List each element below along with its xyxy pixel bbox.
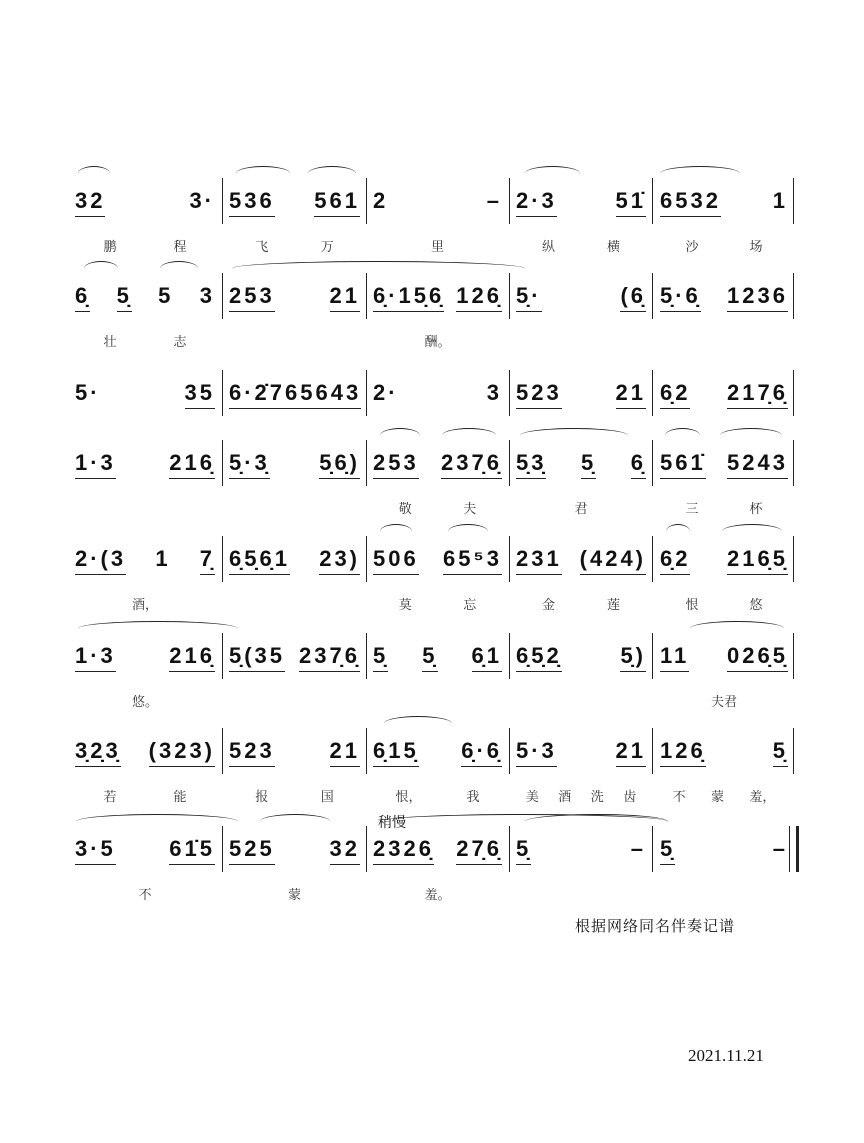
lyric: 志 (173, 335, 187, 350)
note-group: 5̣3̣ (516, 450, 546, 479)
transcription-credit: 根据网络同名伴奏记谱 (575, 917, 736, 935)
note-group: 217̣6̣ (727, 380, 788, 409)
barline (366, 178, 367, 224)
barline (222, 536, 223, 582)
barline (222, 826, 223, 872)
note-group: 126̣ (660, 738, 706, 767)
note-group: 11 (660, 643, 689, 672)
measure (373, 542, 502, 578)
lyric: 恨， (395, 790, 422, 805)
lyric-line (229, 331, 360, 353)
measure (516, 376, 646, 412)
note-group: 21 (616, 380, 646, 409)
slur (520, 428, 628, 443)
barline (366, 370, 367, 416)
slur (236, 166, 290, 181)
measure (516, 184, 646, 220)
slur (308, 166, 356, 181)
measure (229, 832, 360, 868)
measure (660, 279, 788, 315)
note-group: 523 (229, 738, 275, 767)
measure (229, 542, 360, 578)
measure (373, 279, 502, 315)
lyric-line (75, 331, 215, 353)
lyric: 万 (320, 240, 334, 255)
note-group: 523 (516, 380, 562, 409)
note-group: 216̣5̣ (727, 546, 788, 575)
lyric: 敬 (398, 502, 412, 517)
slur (666, 524, 690, 539)
note-group: 35 (185, 380, 215, 409)
lyric-line (229, 691, 360, 713)
score-row (0, 728, 864, 808)
barline (366, 826, 367, 872)
slur (448, 524, 488, 539)
slur (78, 166, 110, 181)
note-group: 536 (229, 188, 275, 217)
lyric: 美 (525, 790, 539, 805)
note-group: 216̣ (169, 450, 215, 479)
note-group: 7̣ (200, 546, 215, 575)
lyric: 鹏 (103, 240, 117, 255)
note-group: 5643 (300, 380, 361, 409)
measure (516, 639, 646, 675)
lyric: 我 (466, 790, 480, 805)
lyric: 莫 (398, 598, 412, 613)
note-group: 6̣·15̣6̣ (373, 283, 444, 312)
measure (229, 184, 360, 220)
lyric-line (229, 884, 360, 906)
note-group: 5 (158, 283, 174, 308)
note-group: 23) (319, 546, 360, 575)
lyric-line (75, 236, 215, 258)
note-group: 216̣ (169, 643, 215, 672)
lyric: 夫 (463, 502, 477, 517)
barline (366, 633, 367, 679)
note-group: 1 (772, 188, 788, 213)
lyric-line (75, 498, 215, 520)
note-group: 27̣6̣ (456, 836, 502, 865)
lyric: 羞， (749, 790, 776, 805)
lyric: 沙 (685, 240, 699, 255)
slur (525, 814, 668, 829)
note-group: 32 (330, 836, 360, 865)
lyric-line (373, 594, 502, 616)
note-group: 6̣·6̣ (461, 738, 502, 767)
note-group: (424) (580, 546, 646, 575)
measure (373, 832, 502, 868)
note-group: 6̣1 (472, 643, 502, 672)
note-group: 561̇ (660, 450, 706, 479)
barline (509, 826, 510, 872)
lyric: 程 (173, 240, 187, 255)
lyric-line (75, 884, 215, 906)
measure (373, 446, 502, 482)
barline (652, 536, 653, 582)
lyric: 场 (749, 240, 763, 255)
lyric: 横 (606, 240, 620, 255)
lyric-line (516, 498, 646, 520)
note-group: 6̣ (75, 283, 90, 312)
slur (160, 261, 198, 276)
barline (222, 633, 223, 679)
measure (373, 184, 502, 220)
note-group: 237̣6̣ (441, 450, 502, 479)
lyric-line (373, 331, 502, 353)
lyric-line (660, 594, 788, 616)
lyric-line (660, 331, 788, 353)
lyric: 纵 (541, 240, 555, 255)
note-group: 231 (516, 546, 562, 575)
lyric-line (516, 884, 646, 906)
barline (793, 633, 794, 679)
barline (652, 273, 653, 319)
measure (75, 376, 215, 412)
lyric-line (373, 884, 502, 906)
slur (384, 716, 452, 731)
measure (229, 376, 360, 412)
note-group: 3·5 (75, 836, 116, 865)
slur (84, 261, 118, 276)
note-group: 21 (330, 283, 360, 312)
barline (509, 440, 510, 486)
lyric: 三 (685, 502, 699, 517)
slur (380, 428, 420, 443)
note-group: 5· (75, 380, 101, 405)
lyric: 蒙 (287, 888, 301, 903)
note-group: 5̣) (620, 643, 646, 672)
measure (75, 184, 215, 220)
note-group: 1·3 (75, 450, 116, 479)
note-group: 6̣ (631, 450, 646, 479)
barline (652, 728, 653, 774)
note-group: 1236 (727, 283, 788, 312)
note-group: 2· (373, 380, 399, 405)
barline (509, 728, 510, 774)
lyric-line (660, 884, 788, 906)
measure (660, 446, 788, 482)
note-group: 6532 (660, 188, 721, 217)
note-group: 21 (616, 738, 646, 767)
note-group: 3· (189, 188, 215, 213)
note-group: (323) (149, 738, 215, 767)
note-group: 5̣· (516, 283, 542, 312)
note-group: 2 (373, 188, 389, 213)
lyric-line (229, 786, 360, 808)
note-group: 2·3 (516, 188, 557, 217)
note-group: 3 (199, 283, 215, 308)
barline (366, 728, 367, 774)
note-group: 5243 (727, 450, 788, 479)
note-group: 253 (373, 450, 419, 479)
note-group: 126̣ (456, 283, 502, 312)
note-group: 1 (155, 546, 171, 571)
note-group: 253 (229, 283, 275, 312)
slur (260, 814, 330, 829)
lyric: 酒 (558, 790, 572, 805)
note-group: 32 (75, 188, 105, 217)
slur (380, 524, 412, 539)
lyric: 悠 (749, 598, 763, 613)
measure (75, 832, 215, 868)
lyric-line (75, 786, 215, 808)
score-row (0, 633, 864, 713)
note-group: 6̣5̣2̣ (516, 643, 562, 672)
lyric: 不 (138, 888, 152, 903)
lyric: 莲 (606, 598, 620, 613)
measure (75, 734, 215, 770)
note-group: 525 (229, 836, 275, 865)
barline (509, 370, 510, 416)
note-group: 3̣2̣3̣ (75, 738, 121, 767)
tempo-marking: 稍慢 (378, 815, 406, 831)
measure (229, 446, 360, 482)
note-group: 3 (486, 380, 502, 405)
note-group: 6̣2 (660, 546, 690, 575)
lyric-line (373, 498, 502, 520)
note-group: – (486, 188, 502, 213)
measure (516, 734, 646, 770)
barline (509, 273, 510, 319)
lyric-line (229, 594, 360, 616)
lyric: 洗 (590, 790, 604, 805)
lyric: 若 (103, 790, 117, 805)
note-group: 5̣·6̣ (660, 283, 701, 312)
measure (75, 446, 215, 482)
note-group: 61̇5 (169, 836, 215, 865)
slur (690, 621, 784, 636)
slur (665, 428, 700, 443)
barline (652, 370, 653, 416)
note-group: 5̣ (516, 836, 531, 865)
lyric-line (660, 498, 788, 520)
measure (660, 184, 788, 220)
note-group: 5̣·3̣ (229, 450, 270, 479)
lyric: 壮 (103, 335, 117, 350)
lyric-line (660, 786, 788, 808)
lyric: 飞 (255, 240, 269, 255)
lyric: 蒙 (710, 790, 724, 805)
note-group: 5̣6̣) (319, 450, 360, 479)
measure (660, 639, 788, 675)
note-group: – (772, 836, 788, 861)
measure (229, 639, 360, 675)
note-group: 5̣ (422, 643, 437, 672)
note-group: 51̇ (616, 188, 646, 217)
lyric: 酬。 (424, 335, 451, 350)
note-group: 506 (373, 546, 419, 575)
score-row (0, 273, 864, 353)
barline (793, 536, 794, 582)
score-row (0, 178, 864, 258)
lyric: 国 (320, 790, 334, 805)
lyric: 杯 (749, 502, 763, 517)
lyric: 恨 (685, 598, 699, 613)
measure (373, 639, 502, 675)
lyric-line (516, 594, 646, 616)
measure (516, 542, 646, 578)
note-group: 5̣ (117, 283, 132, 312)
note-group: 65⁵3 (443, 546, 502, 575)
score-row (0, 536, 864, 616)
lyric: 报 (255, 790, 269, 805)
lyric: 悠。 (131, 695, 158, 710)
lyric-line (373, 786, 502, 808)
barline (652, 633, 653, 679)
note-group: 5̣ (581, 450, 596, 479)
slur (76, 814, 238, 829)
note-group: 5̣ (373, 643, 388, 672)
note-group: 5̣(35 (229, 643, 285, 672)
note-group: 561 (314, 188, 360, 217)
barline (509, 633, 510, 679)
lyric-line (660, 236, 788, 258)
measure (373, 734, 502, 770)
note-group: – (630, 836, 646, 861)
lyric: 能 (173, 790, 187, 805)
slur (722, 524, 782, 539)
barline (793, 440, 794, 486)
measure (516, 446, 646, 482)
barline (793, 178, 794, 224)
note-group: 6̣5̣6̣1 (229, 546, 290, 575)
lyric: 夫君 (710, 695, 737, 710)
lyric-line (516, 786, 646, 808)
barline (509, 178, 510, 224)
measure (660, 832, 788, 868)
barline (222, 273, 223, 319)
barline (366, 440, 367, 486)
lyric: 酒， (131, 598, 158, 613)
note-group: 5̣ (773, 738, 788, 767)
lyric: 齿 (623, 790, 637, 805)
lyric: 里 (430, 240, 444, 255)
note-group: 6·2̇76 (229, 380, 300, 409)
final-double-barline (789, 826, 799, 872)
note-group: 6̣15̣ (373, 738, 419, 767)
slur (442, 428, 496, 443)
note-group: (6̣ (620, 283, 646, 312)
lyric-line (516, 691, 646, 713)
lyric-line (660, 691, 788, 713)
barline (652, 440, 653, 486)
note-group: 2326̣ (373, 836, 434, 865)
barline (793, 273, 794, 319)
date: 2021.11.21 (688, 1046, 764, 1065)
measure (229, 734, 360, 770)
lyric-line (229, 498, 360, 520)
measure (373, 376, 502, 412)
note-group: 1·3 (75, 643, 116, 672)
measure (75, 279, 215, 315)
note-group: 5̣ (660, 836, 675, 865)
measure (75, 542, 215, 578)
barline (366, 273, 367, 319)
barline (793, 728, 794, 774)
note-group: 026̣5̣ (727, 643, 788, 672)
barline (222, 370, 223, 416)
note-group: 237̣6̣ (299, 643, 360, 672)
slur (232, 261, 525, 276)
barline (366, 536, 367, 582)
note-group: 5·3 (516, 738, 557, 767)
note-group: 21 (330, 738, 360, 767)
measure (516, 832, 646, 868)
measure (660, 376, 788, 412)
measure (75, 639, 215, 675)
score-row (0, 826, 864, 906)
barline (509, 536, 510, 582)
lyric-line (373, 691, 502, 713)
slur (720, 428, 782, 443)
measure (229, 279, 360, 315)
barline (652, 178, 653, 224)
note-group: 6̣2 (660, 380, 690, 409)
score-row (0, 440, 864, 520)
lyric: 不 (672, 790, 686, 805)
barline (222, 440, 223, 486)
barline (652, 826, 653, 872)
lyric-line (75, 691, 215, 713)
lyric: 金 (541, 598, 555, 613)
lyric-line (516, 331, 646, 353)
barline (222, 178, 223, 224)
measure (660, 542, 788, 578)
measure (660, 734, 788, 770)
measure (516, 279, 646, 315)
barline (222, 728, 223, 774)
note-group: 2·(3 (75, 546, 126, 575)
slur (78, 621, 238, 636)
lyric-line (373, 236, 502, 258)
lyric-line (229, 236, 360, 258)
lyric: 忘 (463, 598, 477, 613)
slur (660, 166, 740, 181)
barline (793, 370, 794, 416)
lyric: 君 (574, 502, 588, 517)
lyric-line (75, 594, 215, 616)
slur (525, 166, 580, 181)
lyric: 羞。 (424, 888, 451, 903)
lyric-line (516, 236, 646, 258)
